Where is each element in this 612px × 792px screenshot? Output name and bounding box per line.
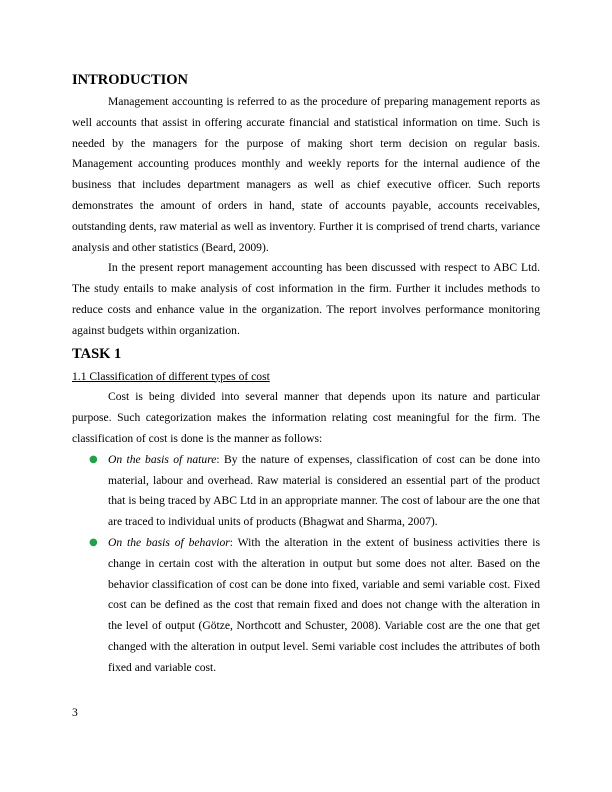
list-item (89, 533, 540, 679)
list-item-text: : By the nature of expenses, classification of cost can be done into material, labour and overhead. Raw material is considered an essential part of the product that is being traced by ABC Ltd in an appropriate manner. The cost of labour are the one that are traced to individual units of products (Bhagwat and Sharma, 2007). (108, 452, 540, 529)
introduction-paragraph-1: Management accounting is referred to as the procedure of preparing management reports as well accounts that assist in offering accurate financial and statistical information on time. Such is needed by the managers for the purpose of making short term decision on regular basis. Management accounting produces monthly and weekly reports for the internal audience of the business that includes department managers as well as chief executive officer. Such reports demonstrates the amount of orders in hand, state of accounts payable, accounts receivables, outstanding dents, raw material as well as inventory. Further it is comprised of trend charts, variance analysis and other statistics (Beard, 2009). (72, 95, 540, 254)
bullet-icon: ● (89, 453, 98, 465)
task1-intro-paragraph: Cost is being divided into several manner that depends upon its nature and particular purpose. Such categorization makes the information relating cost meaningful for the firm. The classification of cost is done is the manner as follows: (72, 390, 540, 445)
list-item-title: On the basis of nature (108, 452, 217, 466)
list-item (89, 450, 540, 533)
list-item-title: On the basis of behavior (108, 535, 230, 549)
cost-classification-list (72, 450, 540, 679)
introduction-heading: INTRODUCTION (72, 72, 189, 88)
document-page (72, 72, 540, 679)
task1-subheading: 1.1 Classification of different types of cost (72, 369, 270, 383)
task1-heading: TASK 1 (72, 345, 122, 362)
introduction-paragraph-2: In the present report management accounting has been discussed with respect to ABC Ltd. The study entails to make analysis of cost information in the firm. Further it includes methods to reduce costs and enhance value in the organization. The report involves performance monitoring against budgets within organization. (72, 261, 540, 337)
bullet-icon: ● (89, 536, 98, 548)
page-number: 3 (72, 706, 78, 719)
list-item-text: : With the alteration in the extent of business activities there is change in certain cost with the alteration in output but some does not alter. Based on the behavior classification of cost can be done into fixed, variable and semi variable cost. Fixed cost can be defined as the cost that remain fixed and does not change with the alteration in the level of output (Götze, Northcott and Schuster, 2008). Variable cost are the one that get changed with the alteration in output level. Semi variable cost includes the attributes of both fixed and variable cost. (108, 535, 540, 674)
